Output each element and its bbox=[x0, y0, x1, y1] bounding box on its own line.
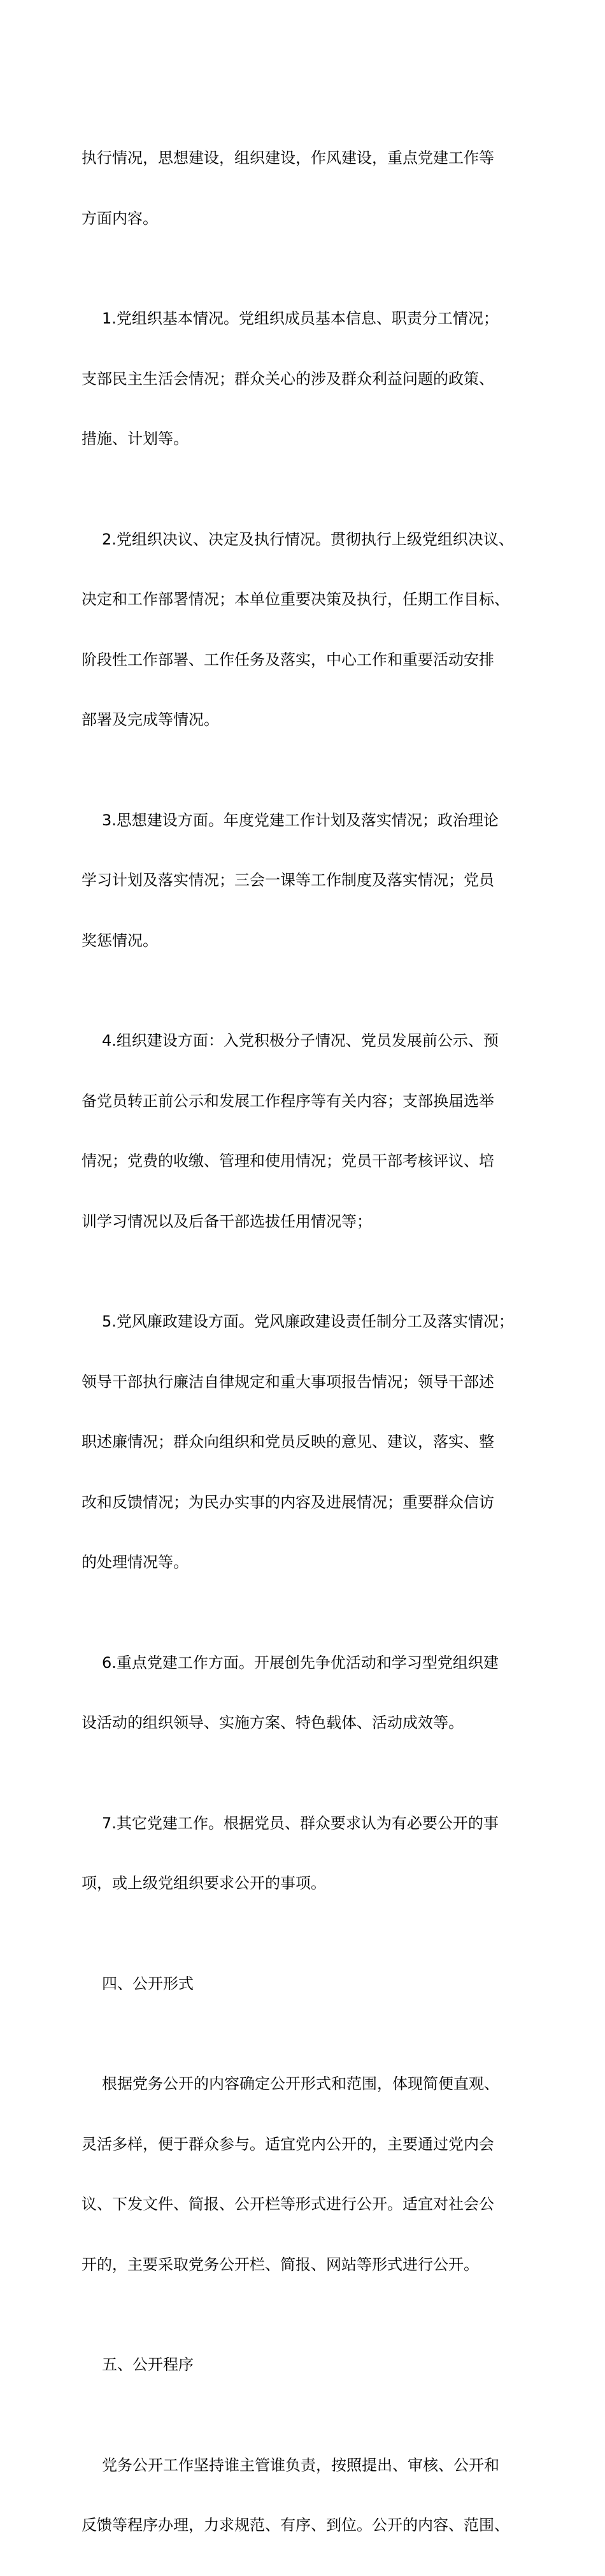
text-line: 设活动的组织领导、实施方案、特色载体、活动成效等。 bbox=[82, 1714, 464, 1732]
paragraph-item-5 bbox=[82, 1272, 527, 1613]
text-line: 1.党组织基本情况。党组织成员基本信息、职责分工情况； bbox=[102, 310, 499, 327]
text-line: 7.其它党建工作。根据党员、群众要求认为有必要公开的事 bbox=[102, 1814, 499, 1832]
text-line: 阶段性工作部署、工作任务及落实，中心工作和重要活动安排 bbox=[82, 650, 494, 669]
text-line: 3.思想建设方面。年度党建工作计划及落实情况；政治理论 bbox=[102, 811, 499, 829]
text-line: 方面内容。 bbox=[82, 209, 158, 227]
paragraph-section-5-body bbox=[82, 2416, 527, 2576]
text-line: 6.重点党建工作方面。开展创先争优活动和学习型党组织建 bbox=[102, 1653, 499, 1672]
text-line: 开的，主要采取党务公开栏、简报、网站等形式进行公开。 bbox=[82, 2255, 479, 2274]
document-page bbox=[82, 108, 527, 2576]
text-line: 反馈等程序办理，力求规范、有序、到位。公开的内容、范围、 bbox=[82, 2516, 509, 2534]
text-line: 备党员转正前公示和发展工作程序等有关内容；支部换届选举 bbox=[82, 1092, 494, 1110]
text-line: 职述廉情况；群众向组织和党员反映的意见、建议，落实、整 bbox=[82, 1433, 494, 1451]
text-line: 4.组织建设方面：入党积极分子情况、党员发展前公示、预 bbox=[102, 1032, 499, 1050]
text-line: 议、下发文件、简报、公开栏等形式进行公开。适宜对社会公 bbox=[82, 2195, 494, 2213]
text-line: 学习计划及落实情况；三会一课等工作制度及落实情况；党员 bbox=[82, 871, 494, 889]
text-line: 执行情况，思想建设，组织建设，作风建设，重点党建工作等 bbox=[82, 149, 494, 167]
text-line: 部署及完成等情况。 bbox=[82, 711, 219, 729]
paragraph-item-1 bbox=[82, 269, 527, 490]
paragraph-item-3 bbox=[82, 771, 527, 992]
paragraph-item-4 bbox=[82, 991, 527, 1272]
text-line: 决定和工作部署情况；本单位重要决策及执行，任期工作目标、 bbox=[82, 590, 509, 608]
text-line: 奖惩情况。 bbox=[82, 931, 158, 950]
heading-text: 四、公开形式 bbox=[102, 1974, 194, 1993]
paragraph-item-7 bbox=[82, 1774, 527, 1934]
heading-text: 五、公开程序 bbox=[102, 2356, 194, 2373]
text-line: 灵活多样，便于群众参与。适宜党内公开的，主要通过党内会 bbox=[82, 2135, 494, 2153]
text-line: 措施、计划等。 bbox=[82, 430, 189, 448]
text-line: 情况；党费的收缴、管理和使用情况；党员干部考核评议、培 bbox=[82, 1152, 494, 1170]
section-heading-4 bbox=[82, 1934, 527, 2035]
paragraph-continuation bbox=[82, 108, 527, 269]
section-heading-5 bbox=[82, 2315, 527, 2416]
text-line: 根据党务公开的内容确定公开形式和范围，体现简便直观、 bbox=[102, 2075, 499, 2093]
paragraph-section-4-body bbox=[82, 2034, 527, 2315]
text-line: 项，或上级党组织要求公开的事项。 bbox=[82, 1874, 326, 1892]
text-line: 党务公开工作坚持谁主管谁负责，按照提出、审核、公开和 bbox=[102, 2456, 499, 2474]
text-line: 训学习情况以及后备干部选拔任用情况等； bbox=[82, 1212, 372, 1230]
text-line: 2.党组织决议、决定及执行情况。贯彻执行上级党组织决议、 bbox=[102, 530, 514, 548]
text-line: 的处理情况等。 bbox=[82, 1553, 189, 1571]
text-line: 领导干部执行廉洁自律规定和重大事项报告情况；领导干部述 bbox=[82, 1372, 494, 1391]
text-line: 5.党风廉政建设方面。党风廉政建设责任制分工及落实情况； bbox=[102, 1313, 514, 1330]
text-line: 支部民主生活会情况；群众关心的涉及群众利益问题的政策、 bbox=[82, 369, 494, 388]
paragraph-item-6 bbox=[82, 1613, 527, 1774]
text-line: 改和反馈情况；为民办实事的内容及进展情况；重要群众信访 bbox=[82, 1493, 494, 1511]
paragraph-item-2 bbox=[82, 490, 527, 771]
